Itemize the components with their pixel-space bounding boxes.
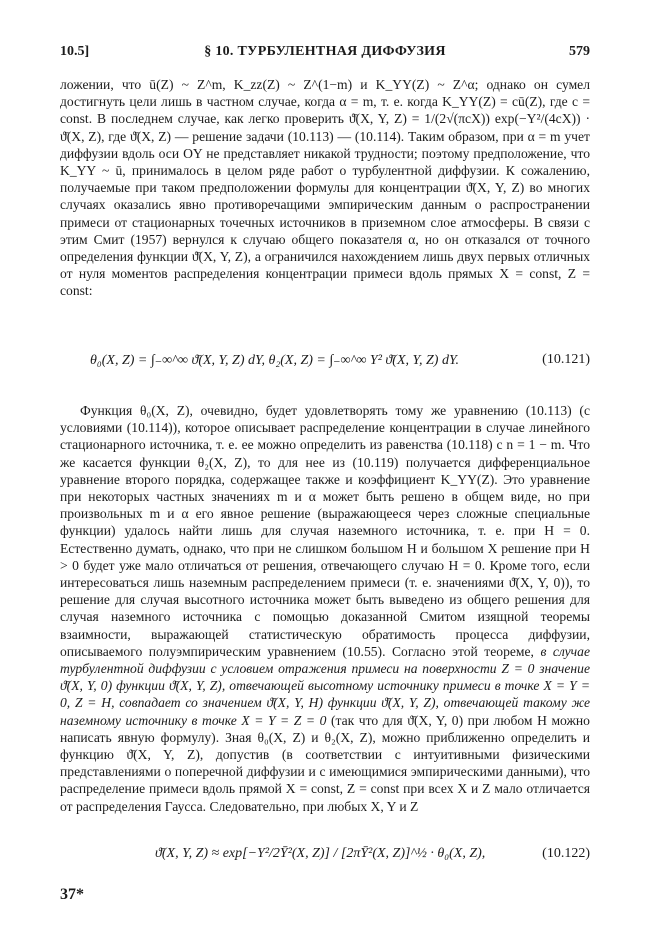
equation-10-122 (60, 846, 590, 868)
paragraph-2 (60, 402, 590, 815)
section-ref: 10.5] (60, 44, 90, 59)
equation-10-122-expression: ϑ̄(X, Y, Z) ≈ exp[−Y²/2Ȳ²(X, Z)] / [2πȲ²(X, Z)]^½ · θ₀(X, Z), (155, 846, 486, 861)
page-number: 579 (569, 44, 590, 59)
paragraph-intro (60, 76, 590, 300)
paragraph-2-text: Функция θ₀(X, Z), очевидно, будет удовлетворять тому же уравнению (10.113) (с условиями (10.114)), которое описывает распределение концентрации в случае линейного стационарного источника, т. е. ее можно определить из равенства (10.118) с n = 1 − m. Что же касается функции θ₂(X, Z), то для нее из (10.119) получается дифференциальное уравнение второго порядка, содержащее также и коэффициент K_YY(Z). Это уравнение при некоторых частных значениях m и α может быть решено в общем виде, но при произвольных m и α его явное решение (выражающееся через сложные специальные функции) удалось найти лишь для случая наземного источника, т. е. при H = 0. Естественно думать, однако, что при не слишком большом H и большом X решение при H > 0 будет уже мало отличаться от решения, отвечающего случаю H = 0. Кроме того, если интересоваться лишь наземным распределением примеси (т. е. значениями ϑ̄(X, Y, 0)), то решение для случая высотного источника может быть выведено из общего решения для случая наземного источника с помощью доказанной Смитом изящной теоремы взаимности, выражающей статистическую обратимость процесса диффузии, описываемого полуэмпирическим уравнением (10.55). Согласно этой теореме, (60, 403, 590, 659)
equation-10-121-number: (10.121) (542, 352, 590, 367)
equation-10-121-expression: θ₀(X, Z) = ∫₋∞^∞ ϑ̄(X, Y, Z) dY, θ₂(X, Z) = ∫₋∞^∞ Y² ϑ̄(X, Y, Z) dY. (90, 353, 459, 368)
equation-10-122-number: (10.122) (542, 846, 590, 861)
printer-signature: 37* (60, 886, 84, 903)
reciprocity-theorem: в случае турбулентной диффузии с условием отражения примеси на поверхности Z = 0 значение ϑ̄(X, Y, 0) функции ϑ̄(X, Y, Z), отвечающей высотному источнику примеси в точке X = Y = 0, Z = H, совпадает со значением ϑ̄(X, Y, H) функции ϑ̄(X, Y, Z), отвечающей такому же наземному источнику в точке X = Y = Z = 0 (60, 643, 590, 728)
paragraph-2-tail: (так что для ϑ̄(X, Y, 0) при любом H можно написать явную формулу). Зная θ₀(X, Z) и θ₂(X, Z), можно приближенно определить и функцию ϑ̄(X, Y, Z), допустив (в соответствии с интуитивными физическими представлениями о поперечной диффузии и с имеющимися эмпирическими данными), что распределение примеси вдоль прямой X = const, Z = const при всех X и Z мало отличается от распределения Гаусса. Следовательно, при любых X, Y и Z (60, 712, 590, 814)
chapter-title: § 10. ТУРБУЛЕНТНАЯ ДИФФУЗИЯ (204, 44, 446, 59)
paragraph-main (60, 402, 590, 815)
paragraph-1: ложении, что ū(Z) ~ Z^m, K_zz(Z) ~ Z^(1−m) и K_YY(Z) ~ Z^α; однако он сумел достигнуть цели лишь в частном случае, когда α = m, т. е. когда K_YY(Z) = cū(Z), где c = const. В последнем случае, как легко проверить ϑ̄(X, Y, Z) = 1/(2√(πcX)) exp(−Y²/(4cX)) · ϑ̄(X, Z), где ϑ̄(X, Z) — решение задачи (10.113) — (10.114). Таким образом, при α = m учет диффузии вдоль оси OY не представляет никакой трудности; поэтому предположение, что K_YY ~ ū, принималось в целом ряде работ о турбулентной диффузии. К сожалению, получаемые при таком предположении формулы для концентрации ϑ̄(X, Y, Z) во многих случаях оказались явно противоречащими эмпирическим данным о распространении примеси от стационарных точечных источников в приземном слое атмосферы. В связи с этим Смит (1957) вернулся к случаю общего показателя α, но он отказался от точного определения функции ϑ̄(X, Y, Z), а ограничился нахождением лишь двух первых отличных от нуля моментов распределения концентрации примеси вдоль прямых X = const, Z = const: (60, 77, 590, 299)
running-header (60, 44, 590, 66)
equation-10-121 (60, 352, 590, 374)
